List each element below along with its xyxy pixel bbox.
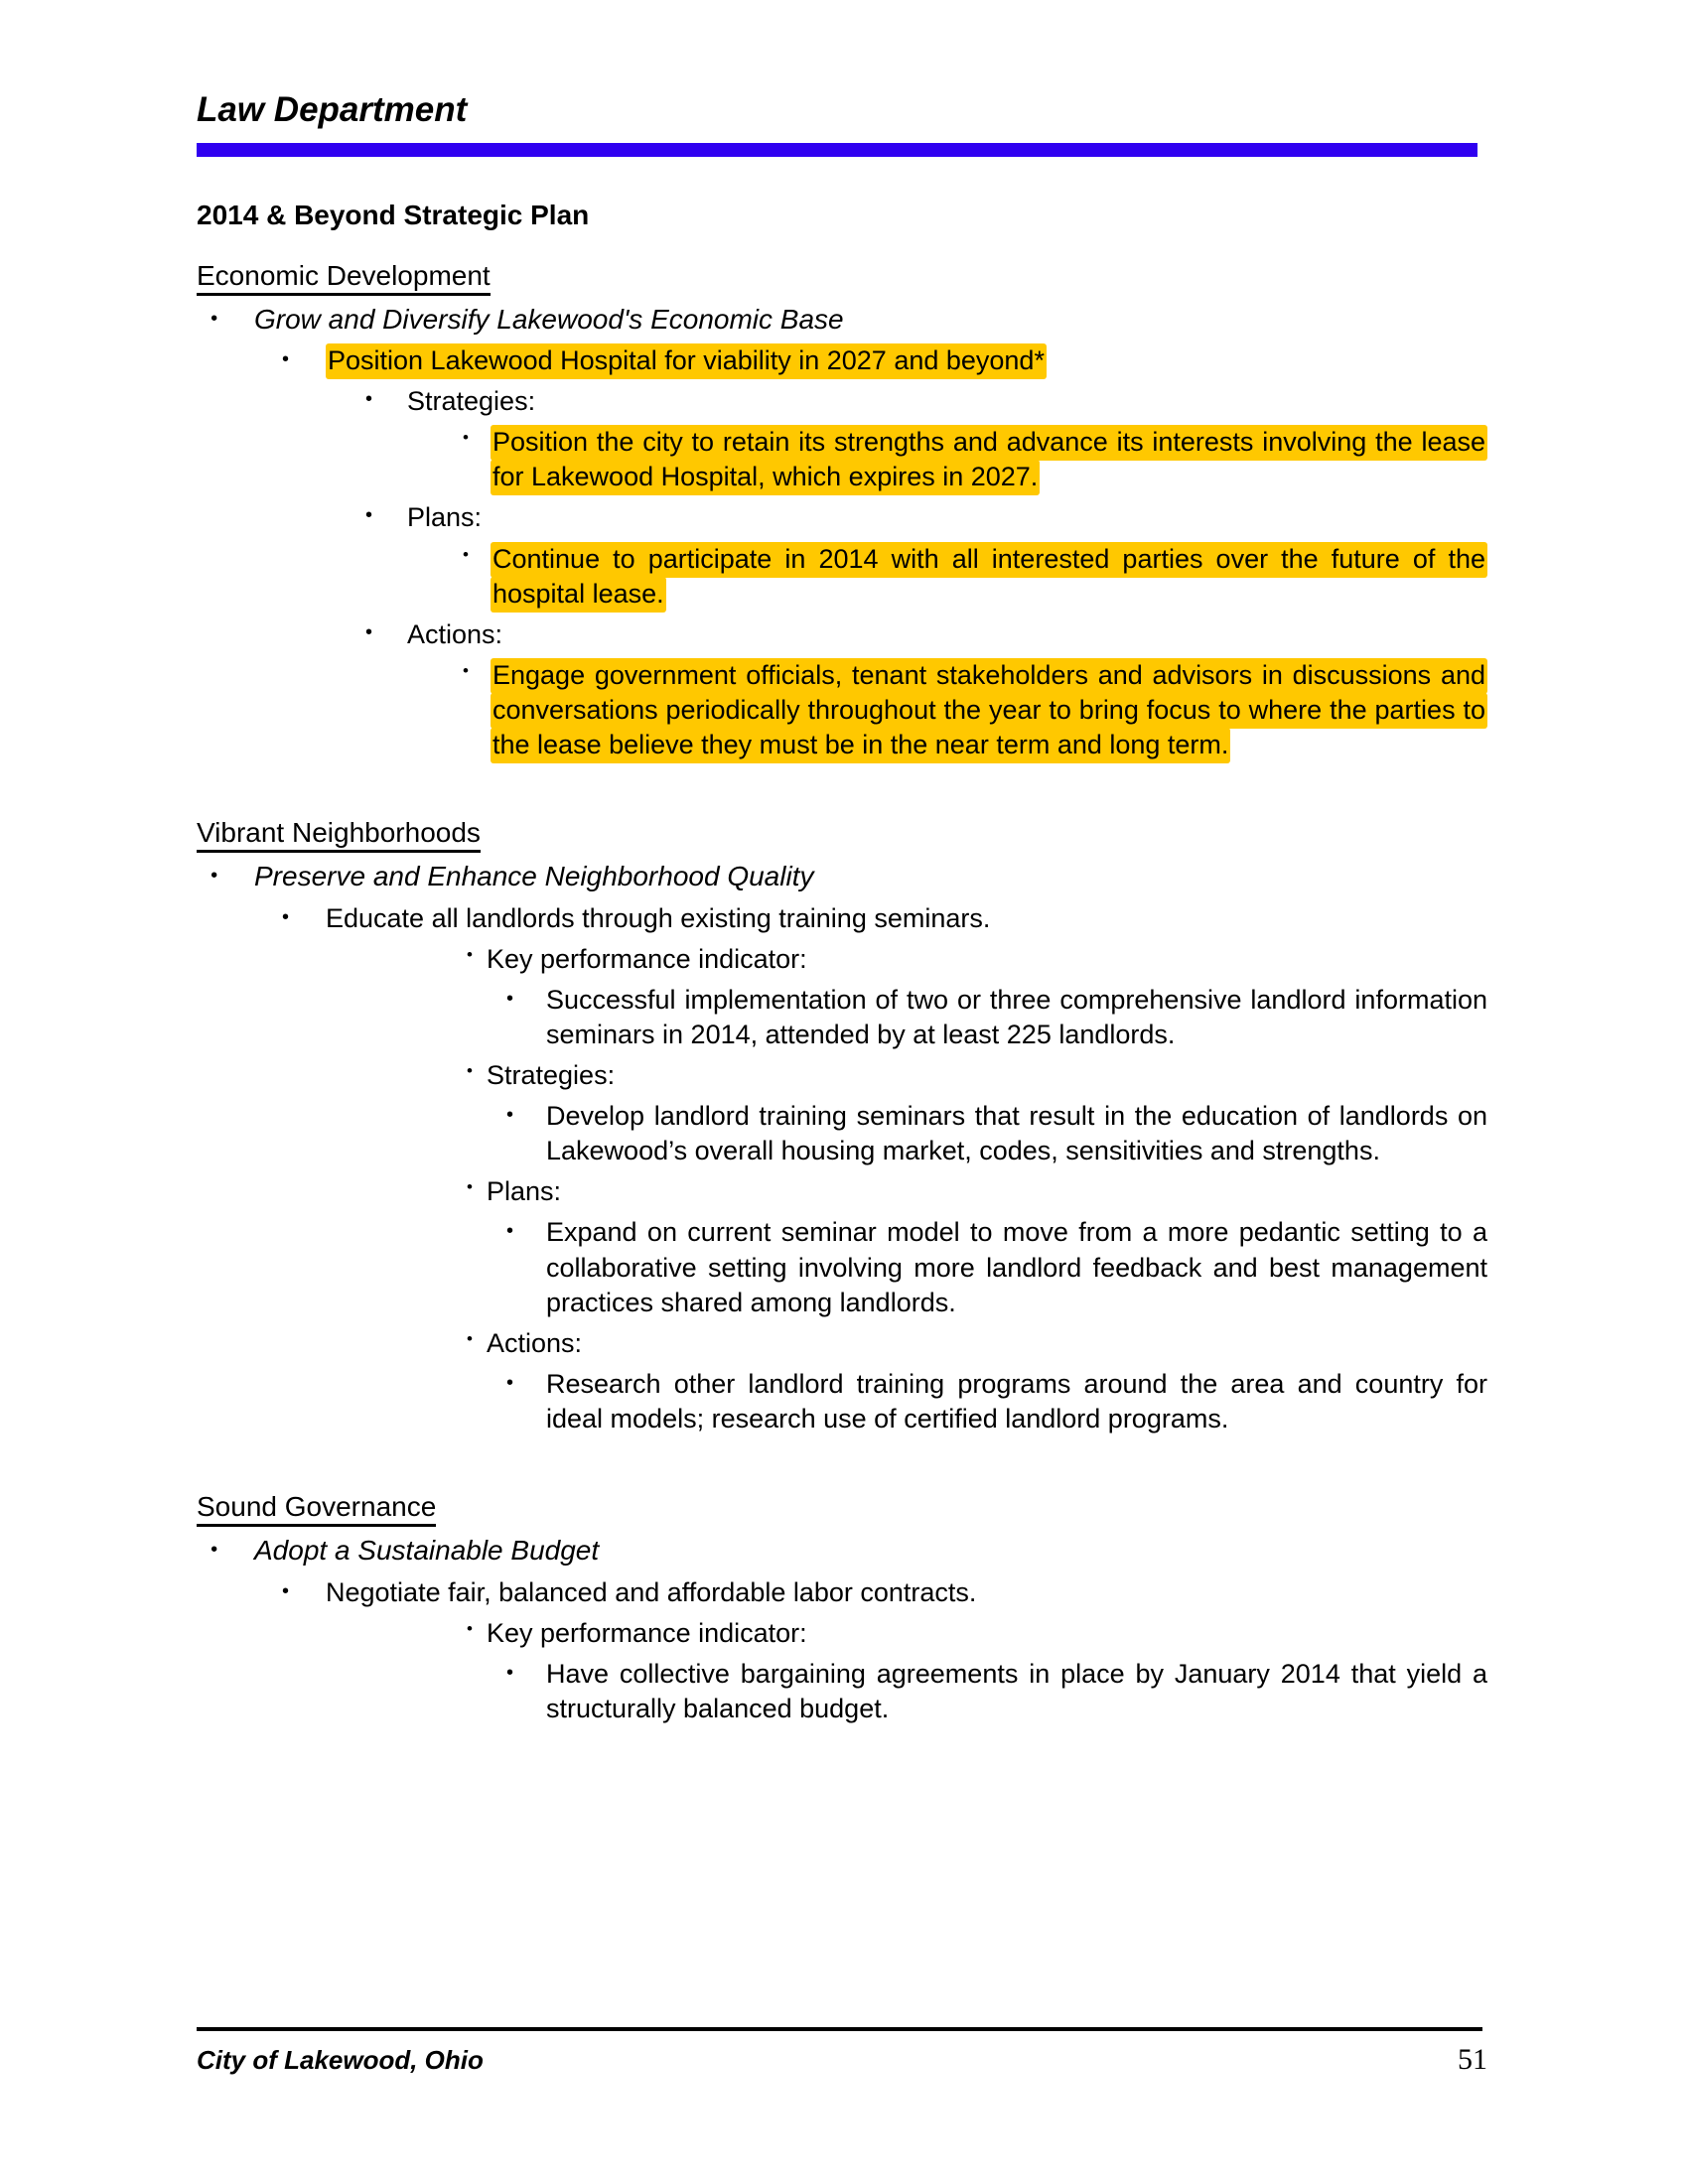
group-body-text: Research other landlord training programs around the area and country for ideal models; research use of certified landlord programs. bbox=[546, 1368, 1487, 1433]
section-heading: Sound Governance bbox=[197, 1491, 436, 1527]
footer-row bbox=[197, 2043, 1487, 2077]
group-label: Actions: bbox=[407, 618, 503, 649]
group-body-text: Develop landlord training seminars that result in the education of landlords on Lakewood’s overall housing market, codes, sensitivities and strengths. bbox=[546, 1101, 1487, 1166]
bullet-icon: • bbox=[506, 1661, 514, 1684]
document-header bbox=[197, 0, 1487, 157]
group-body-kpi bbox=[197, 983, 1487, 1052]
group-body-strategies bbox=[197, 1099, 1487, 1168]
document-footer bbox=[197, 2027, 1487, 2077]
goal-item bbox=[197, 1533, 1487, 1569]
bullet-icon: • bbox=[365, 388, 373, 411]
bullet-icon: • bbox=[467, 1177, 473, 1197]
group-label-kpi bbox=[197, 1616, 1487, 1651]
group-label-kpi bbox=[197, 942, 1487, 977]
bullet-icon: • bbox=[365, 504, 373, 527]
bullet-icon: • bbox=[467, 1328, 473, 1348]
objective-label: Position Lakewood Hospital for viability in 2027 and beyond* bbox=[326, 343, 1047, 379]
group-label-strategies bbox=[197, 1058, 1487, 1093]
bullet-icon: • bbox=[365, 620, 373, 643]
section-heading: Vibrant Neighborhoods bbox=[197, 817, 481, 853]
bullet-icon: • bbox=[282, 905, 290, 928]
bullet-icon: • bbox=[211, 865, 218, 887]
group-body-actions bbox=[197, 1367, 1487, 1436]
section-economic-development bbox=[197, 231, 1487, 763]
bullet-icon: • bbox=[467, 944, 473, 964]
section-spacer bbox=[197, 1436, 1487, 1462]
goal-label: Preserve and Enhance Neighborhood Quality bbox=[254, 861, 814, 892]
group-label-actions bbox=[197, 1326, 1487, 1361]
objective-item bbox=[197, 343, 1487, 378]
group-label: Actions: bbox=[487, 1327, 583, 1358]
page-title: 2014 & Beyond Strategic Plan bbox=[197, 199, 590, 230]
bullet-icon: • bbox=[282, 1579, 290, 1602]
bullet-icon: • bbox=[467, 1061, 473, 1081]
group-body-text: Have collective bargaining agreements in place by January 2014 that yield a structurally balanced budget. bbox=[546, 1658, 1487, 1723]
bullet-icon: • bbox=[282, 348, 290, 371]
group-body-plans bbox=[197, 1215, 1487, 1319]
goal-label: Grow and Diversify Lakewood's Economic Base bbox=[254, 303, 844, 335]
group-label: Plans: bbox=[487, 1176, 562, 1207]
group-label: Strategies: bbox=[407, 386, 536, 417]
bullet-icon: • bbox=[506, 987, 514, 1010]
bullet-icon: • bbox=[211, 307, 218, 330]
section-spacer bbox=[197, 762, 1487, 788]
group-body-kpi bbox=[197, 1657, 1487, 1726]
header-rule bbox=[197, 143, 1477, 157]
bullet-icon: • bbox=[506, 1220, 514, 1243]
goal-label: Adopt a Sustainable Budget bbox=[254, 1535, 600, 1567]
group-body-text: Position the city to retain its strengths and advance its interests involving the lease for Lakewood Hospital, which expires in 2027. bbox=[491, 425, 1487, 495]
section-vibrant-neighborhoods bbox=[197, 788, 1487, 1436]
bullet-icon: • bbox=[463, 660, 469, 680]
group-body-plans bbox=[197, 542, 1487, 612]
group-body-strategies bbox=[197, 425, 1487, 494]
group-label: Plans: bbox=[407, 502, 483, 533]
bullet-icon: • bbox=[467, 1618, 473, 1638]
footer-organization: City of Lakewood, Ohio bbox=[197, 2045, 484, 2075]
section-heading-wrap bbox=[197, 788, 1487, 853]
page-number: 51 bbox=[1458, 2043, 1487, 2076]
page-content bbox=[197, 0, 1487, 1726]
group-label-actions bbox=[197, 617, 1487, 652]
group-label-strategies bbox=[197, 384, 1487, 419]
bullet-icon: • bbox=[506, 1104, 514, 1127]
section-heading-wrap bbox=[197, 1462, 1487, 1527]
group-label: Strategies: bbox=[487, 1060, 616, 1091]
group-body-actions bbox=[197, 658, 1487, 762]
bullet-icon: • bbox=[463, 428, 469, 448]
goal-item bbox=[197, 302, 1487, 338]
goal-item bbox=[197, 859, 1487, 894]
footer-rule bbox=[197, 2027, 1482, 2031]
bullet-icon: • bbox=[211, 1539, 218, 1562]
objective-label: Educate all landlords through existing training seminars. bbox=[326, 902, 991, 933]
group-body-text: Expand on current seminar model to move from a more pedantic setting to a collaborative setting involving more landlord feedback and best management practices shared among landlords. bbox=[546, 1217, 1487, 1317]
section-heading: Economic Development bbox=[197, 260, 491, 296]
group-label: Key performance indicator: bbox=[487, 943, 807, 974]
section-heading-wrap bbox=[197, 231, 1487, 296]
group-label: Key performance indicator: bbox=[487, 1617, 807, 1648]
bullet-icon: • bbox=[463, 544, 469, 564]
group-body-text: Continue to participate in 2014 with all interested parties over the future of the hospital lease. bbox=[491, 542, 1487, 613]
group-body-text: Successful implementation of two or three comprehensive landlord information seminars in 2014, attended by at least 225 landlords. bbox=[546, 984, 1487, 1049]
objective-item bbox=[197, 1575, 1487, 1610]
group-label-plans bbox=[197, 1174, 1487, 1209]
objective-label: Negotiate fair, balanced and affordable labor contracts. bbox=[326, 1576, 977, 1607]
group-label-plans bbox=[197, 500, 1487, 535]
bullet-icon: • bbox=[506, 1371, 514, 1394]
group-body-text: Engage government officials, tenant stakeholders and advisors in discussions and conversations periodically throughout the year to bring focus to where the parties to the lease believe they must be in the near term and long term. bbox=[491, 658, 1487, 763]
section-sound-governance bbox=[197, 1462, 1487, 1726]
objective-item bbox=[197, 901, 1487, 936]
department-title: Law Department bbox=[197, 90, 468, 129]
